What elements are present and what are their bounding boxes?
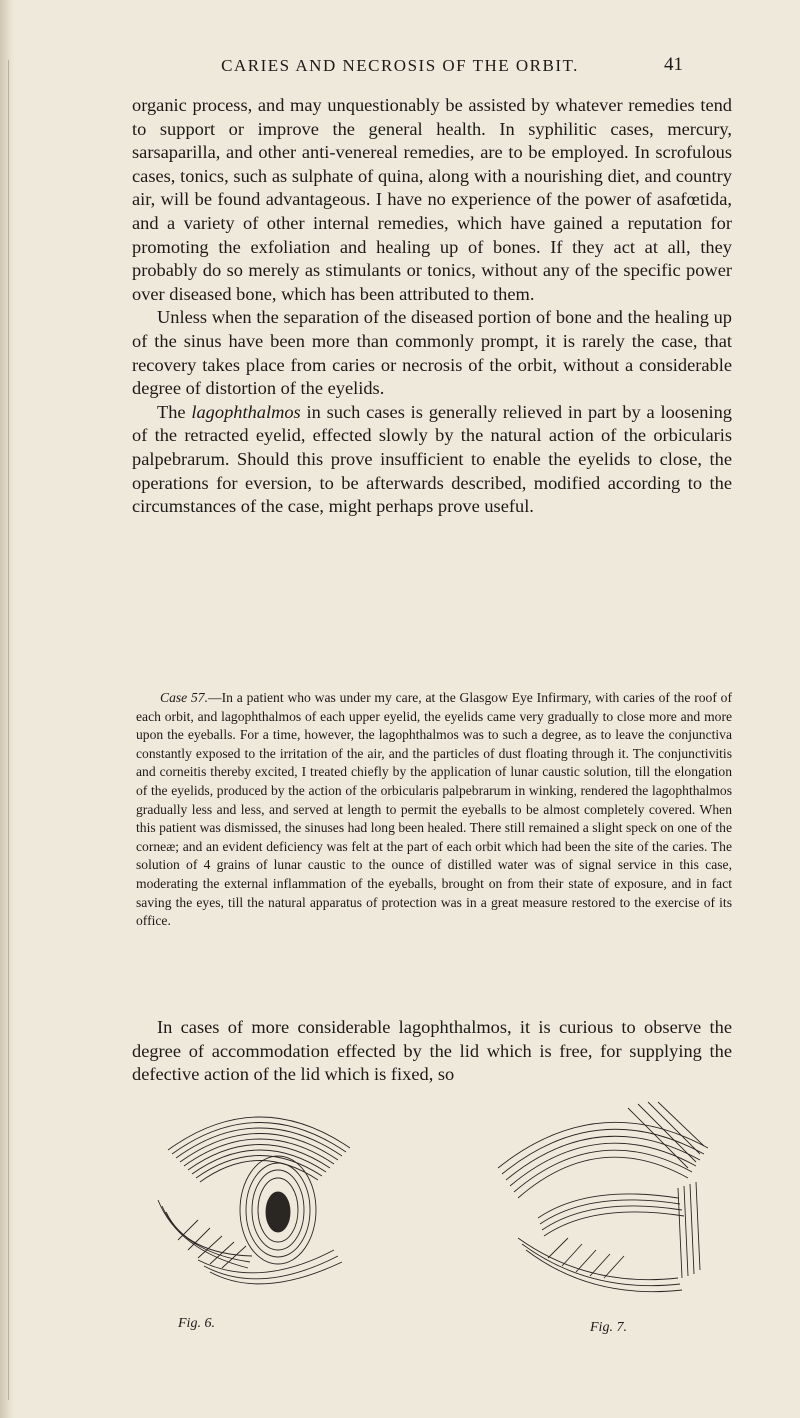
paragraph-accommodation: In cases of more considerable lagophthalmos, it is curious to observe the degree of accommodation effected by the lid which is free, for supplying the defective action of the lid which is fixed, so xyxy=(132,1017,732,1085)
figure-7-caption: Fig. 7. xyxy=(590,1320,627,1335)
page-binding-edge xyxy=(0,0,14,1418)
case-57-note xyxy=(136,689,732,931)
term-lagophthalmos: lagophthalmos xyxy=(191,401,301,422)
figure-7 xyxy=(478,1088,728,1308)
case-label: Case 57. xyxy=(160,690,209,705)
paragraph-lagophthalmos xyxy=(132,401,732,519)
main-text-upper xyxy=(132,94,732,519)
case-text: —In a patient who was under my care, at the Glasgow Eye Infirmary, with caries of the roof of each orbit, and lagophthalmos of each upper eyelid, the eyelids came very gradually to close more and more upon the eyeballs. For a time, however, the lagophthalmos was to such a degree, as to leave the conjunctiva constantly exposed to the irritation of the air, and the particles of dust floating through it. The conjunctivitis and corneitis thereby excited, I treated chiefly by the application of lunar caustic solution, till the elongation of the eyelids, produced by the action of the orbicularis palpebrarum in winking, rendered the lagophthalmos gradually less and less, and served at length to permit the eyeballs to be almost completely covered. When this patient was dismissed, the sinuses had long been healed. There still remained a slight speck on one of the corneæ; and an evident deficiency was felt at the part of each orbit which had been the site of the caries. The solution of 4 grains of lunar caustic to the ounce of distilled water was of signal service in this case, moderating the external inflammation of the eyeballs, brought on from their state of exposure, and in fact saving the eyes, till the natural apparatus of protection was in a great measure restored to the exercise of its office. xyxy=(136,690,732,929)
engraved-eye-closed-lid-illustration-icon xyxy=(478,1088,728,1308)
figure-6-caption: Fig. 6. xyxy=(178,1316,215,1331)
engraved-eye-lagophthalmos-illustration-icon xyxy=(138,1090,378,1300)
paragraph-distortion: Unless when the separation of the diseased portion of bone and the healing up of the sinus have been more than commonly prompt, it is rarely the case, that recovery takes place from caries or necrosis of the orbit, without a considerable degree of distortion of the eyelids. xyxy=(132,307,732,399)
page-number: 41 xyxy=(664,54,683,75)
running-title: CARIES AND NECROSIS OF THE ORBIT. xyxy=(221,56,579,75)
paragraph-remedies: organic process, and may unquestionably be assisted by whatever remedies tend to support or improve the general health. In syphilitic cases, mercury, sarsaparilla, and other anti-venereal remedies, are to be employed. In scrofulous cases, tonics, such as sulphate of quina, along with a nourishing diet, and country air, will be found advantageous. I have no experience of the power of asafœtida, and a variety of other internal remedies, which have gained a reputation for promoting the exfoliation and healing up of bones. If they act at all, they probably do so merely as stimulants or tonics, without any of the specific power over diseased bone, which has been attributed to them. xyxy=(132,95,732,304)
main-text-lower xyxy=(132,1016,732,1087)
paragraph-lagophthalmos-pre: The xyxy=(157,401,192,422)
figure-6 xyxy=(138,1090,378,1300)
binding-shadow-line xyxy=(8,60,9,1400)
paragraph-lagophthalmos-post: in such cases is generally relieved in part by a loosening of the retracted eyelid, effected slowly by the natural action of the orbicularis palpebrarum. Should this prove insufficient to enable the eyelids to close, the operations for eversion, to be afterwards described, modified according to the circumstances of the case, might perhaps prove useful. xyxy=(132,401,732,517)
